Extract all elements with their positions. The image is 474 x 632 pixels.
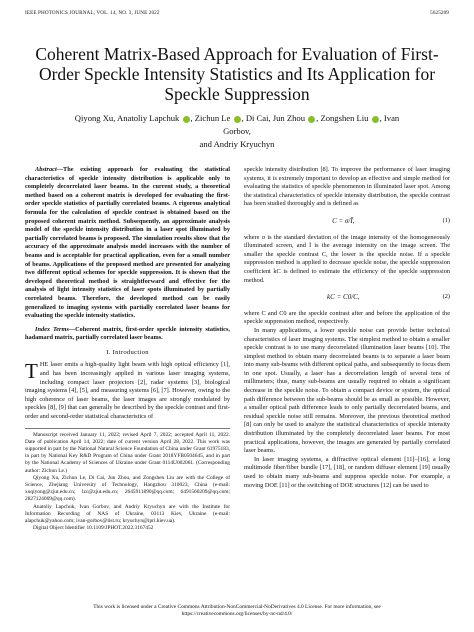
equation-2-formula: kC = C0/C, — [327, 293, 360, 302]
authors-line2b: , Di Cai, Jun Zhou — [241, 113, 306, 123]
drop-cap: T — [25, 359, 38, 384]
abstract-label: Abstract— — [35, 166, 63, 173]
right-paragraph-4: In many applications, a lower speckle noise can provide better technical characteristics of laser imaging systems. The simplest method to obtain a smaller speckle contrast is to use many decorrelated illumination laser beams [10]. The simplest method to obtain many decorrelated beams is to separate a laser beam into many sub-beams with different optical paths, and subsequently to focus them in one spot. Usually, a laser has a decorrelation length of several tens of millimeters; thus, many sub-beams are usually required to obtain a significant decrease in the speckle noise. To obtain a compact device or system, the optical path difference between the sub-beams should be as small as possible. However, a smaller optical path difference leads to only partially decorrelated beams, and residual speckle noise still remains. Moreover, the previous theoretical method [8] can only be used to analyze the statistical characteristics of speckle intensity distribution illuminated by the completely decorrelated laser beams. For most practical applications, however, the images are generated by partially correlated laser beams. — [244, 326, 450, 455]
right-paragraph-2: where σ is the standard deviation of the image intensity of the homogeneously illuminated screen, and Ī is the average intensity on the image screen. The smaller the speckle contrast C, the lower is the speckle noise. If a speckle suppression method is applied to decrease speckle noise, the speckle suppression coefficient kC is defined to estimate the efficiency of the speckle suppression method. — [244, 233, 450, 284]
footnote-doi: Digital Object Identifier 10.1109/JPHOT.2022.3167452 — [33, 525, 154, 532]
intro-paragraph — [25, 361, 230, 421]
abstract-text: The existing approach for evaluating the statistical characteristics of speckle intensity distribution is applicable only to completely decorrelated laser beams. In the current study, a theoretical method based on a coherent matrix is developed for evaluating the first-order speckle statistics of partially correlated beams. A rigorous analytical formula for the calculation of speckle contrast is obtained based on the proposed coherent matrix method. Subsequently, an approximate analysis model of the speckle intensity distribution in a laser spot illuminated by partially correlated beams is proposed. The simulation results show that the accuracy of the approximate analysis model increases with the number of beams and is acceptable for practical application, even for a small number of beams. Applications of the proposed method are presented for analyzing two different optical schemes for speckle suppression. It is shown that the developed theoretical method is straightforward and effective for the analysis of light intensity statistics of laser spots illuminated by partially correlated beams. Therefore, the developed method can be easily generalized to imaging systems with partially correlated laser beams for evaluating the speckle intensity statistics. — [25, 166, 230, 320]
right-column — [244, 166, 450, 490]
right-paragraph-1: speckle intensity distribution [8]. To improve the performance of laser imaging systems, it is extremely important to develop an effective and simple method for evaluating the statistics of speckle phenomenon in illuminated laser spot. Among the statistical characteristics of speckle intensity distribution, the speckle contrast has been studied thoroughly and is defined as — [244, 166, 450, 208]
paper-title: Coherent Matrix-Based Approach for Evaluation of First-Order Speckle Intensity Statistics and Its Application for Speckle Suppression — [35, 44, 439, 104]
right-paragraph-3: where C and C0 are the speckle contrast after and before the application of the speckle suppression method, respectively. — [244, 309, 450, 326]
license-link[interactable]: https://creativecommons.org/licenses/by-nc-nd/4.0/ — [181, 611, 293, 618]
abstract — [25, 166, 230, 321]
intro-text: HE laser emits a high-quality light beam with high optical efficiency [1], and has been increasingly applied in various laser imaging systems, including compact laser projectors [2], radar systems [3], biological imaging systems [4], [5], and measuring systems [6], [7]. However, owing to the high coherence of laser beams, the laser images are strongly modulated by speckles [8], [9] that can generally be described by the speckle contrast and first-order and second-order statistical characteristics of — [25, 361, 230, 421]
orcid-icon[interactable] — [234, 116, 241, 123]
orcid-icon[interactable] — [183, 116, 190, 123]
authors-line3: and Andriy Kryuchyn — [199, 139, 275, 149]
author-list — [60, 112, 414, 151]
orcid-icon[interactable] — [372, 116, 379, 123]
license-notice — [40, 604, 434, 619]
footnote — [25, 428, 230, 533]
equation-1 — [244, 217, 450, 226]
running-header — [25, 10, 449, 16]
right-paragraph-5: In laser imaging systems, a diffractive optical element [11]–[16], a long multimode fiber/fiber bundle [17], [18], or random diffuser element [19] usually used to obtain many sub-beams and suppress speckle noise. For example, a moving DOE [11] or the switching of DOE structures [12] can be used to — [244, 455, 450, 489]
section-heading-introduction: I. Introduction — [106, 348, 149, 356]
authors-line2c: , Zongshen Liu — [316, 113, 369, 123]
footnote-manuscript: Manuscript received January 11, 2022; revised April 7, 2022; accepted April 11, 2022. Date of publication April 14, 2022; date of current version April 28, 2022. This work was supported in part by the National Natural Science Foundation of China under Grant 61975183, in part by National Key R&D Program of China under Grant 2018YFB0504645, and in part by the National Academy of Sciences of Ukraine under Grant 0114U002061. (Corresponding author: Zichun Le.) — [25, 431, 230, 474]
equation-1-formula: C = σ/Ī, — [332, 216, 355, 225]
orcid-icon[interactable] — [308, 116, 315, 123]
authors-line2d: , Ivan Gorbov, — [223, 113, 400, 136]
authors-line2a: , Zichun Le — [190, 113, 231, 123]
left-column — [25, 166, 230, 532]
index-terms — [25, 326, 230, 343]
license-text: This work is licensed under a Creative Commons Attribution-NonCommercial-NoDerivatives 4.0 License. For more information, see — [93, 604, 381, 610]
journal-info: IEEE PHOTONICS JOURNAL, VOL. 14, NO. 3, JUNE 2022 — [25, 10, 160, 16]
footnote-affiliation-2: Anatoliy Lapchuk, Ivan Gorbov, and Andriy Kryuchyn are with the Institute for Information Recording of NAS of Ukraine, 03113 Kiev, Ukraine (e-mail: alapchuk@yahoo.com; ivan-gorbov@list.ru; kryuchyn@ipri.kiev.ua). — [25, 503, 230, 525]
footnote-affiliation-1: Qiyong Xu, Zichun Le, Di Cai, Jun Zhou, and Zongshen Liu are with the College of Science, Zhejiang University of Technology, Hangzhou 310023, China (e-mail: xuqiyong@zjut.edu.cn; lzc@zjut.edu.cn; 2645911890@qq.com; 6491560209@qq.com; 2827124069@qq.com). — [25, 474, 230, 503]
equation-2 — [244, 293, 450, 302]
article-number: 5625209 — [430, 10, 449, 16]
index-terms-label: Index Terms— — [35, 325, 76, 333]
authors-line1: Qiyong Xu, Anatoliy Lapchuk — [74, 113, 180, 123]
equation-2-number: (2) — [442, 293, 450, 301]
index-terms-text: Coherent matrix, first-order speckle intensity statistics, hadamard matrix, partially correlated laser beams. — [25, 325, 230, 342]
equation-1-number: (1) — [442, 216, 450, 224]
